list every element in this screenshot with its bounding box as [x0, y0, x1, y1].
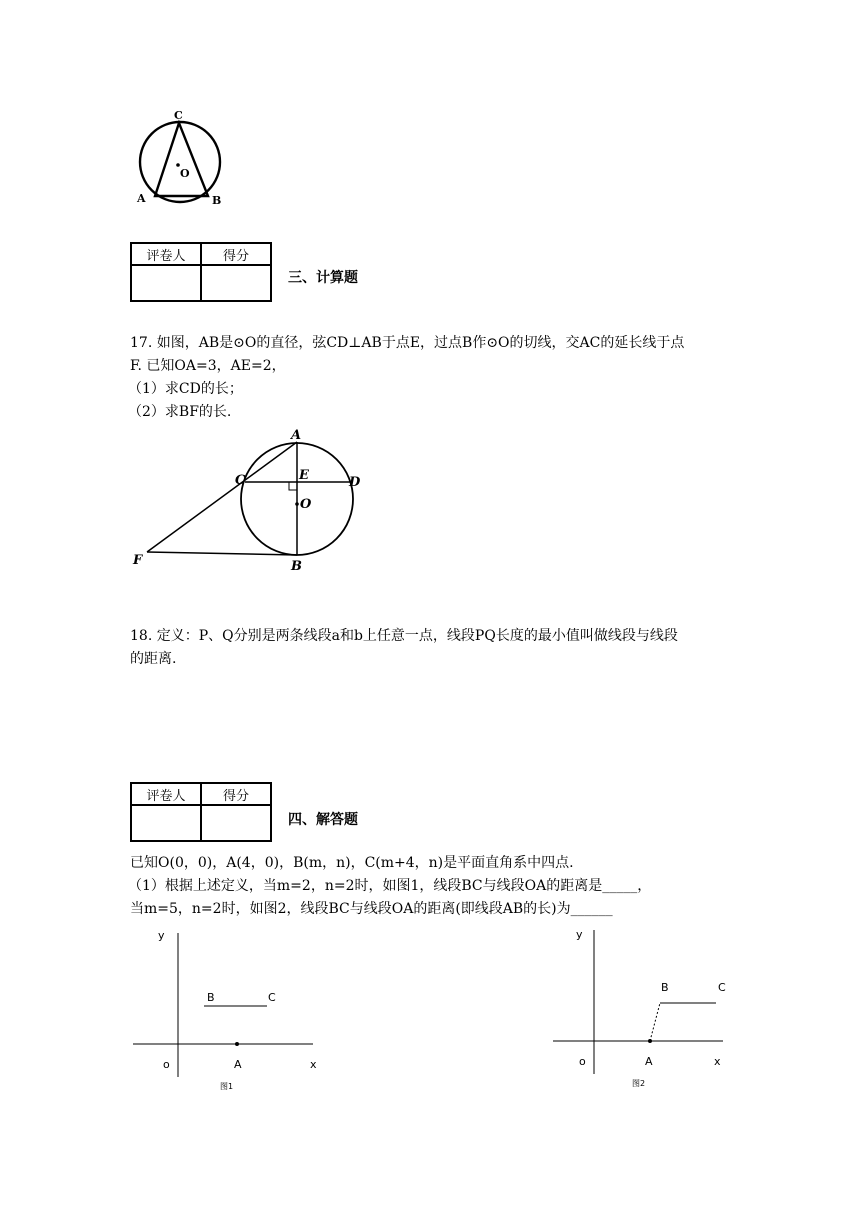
q18-cont-line-2: （1）根据上述定义，当m=2，n=2时，如图1，线段BC与线段OA的距离是_____，	[128, 878, 652, 894]
label-o: o	[163, 1058, 170, 1071]
label-b: B	[291, 559, 302, 573]
label-f: F	[133, 553, 143, 568]
score-table-score-header: 得分	[201, 783, 271, 805]
section-3-title: 三、计算题	[288, 270, 358, 286]
point-a	[648, 1039, 652, 1043]
triangle-abc	[155, 123, 208, 196]
label-b: B	[207, 991, 215, 1004]
q17-part-1: （1）求CD的长；	[128, 381, 243, 397]
tangent-bf	[147, 552, 297, 555]
label-c: C	[718, 981, 726, 994]
segment-ab	[650, 1003, 660, 1041]
figure-q17-circle-tangent	[125, 428, 370, 573]
label-x: x	[714, 1055, 721, 1068]
label-a: A	[234, 1058, 242, 1071]
score-table-grader-cell[interactable]	[131, 265, 201, 301]
label-b: B	[212, 194, 222, 207]
circle-o	[140, 122, 220, 202]
q18-line-2: 的距离.	[130, 651, 177, 667]
q18-cont-line-1: 已知O(0，0)，A(4，0)，B(m，n)，C(m+4，n)是平面直角系中四点.	[130, 855, 574, 871]
label-a: A	[291, 428, 302, 443]
line-af	[147, 442, 297, 552]
q17-line-2: F. 已知OA=3，AE=2，	[130, 358, 286, 374]
score-table-grader-header: 评卷人	[131, 783, 201, 805]
label-o: O	[180, 167, 190, 180]
score-table-grader-cell[interactable]	[131, 805, 201, 841]
caption-figure-1: 图1	[220, 1082, 234, 1091]
label-d: D	[349, 475, 361, 490]
score-table-score-cell[interactable]	[201, 265, 271, 301]
label-o: O	[300, 497, 312, 512]
q18-line-1: 18. 定义：P、Q分别是两条线段a和b上任意一点，线段PQ长度的最小值叫做线段与线段	[130, 628, 678, 644]
center-point	[295, 502, 299, 506]
figure-inscribed-triangle	[130, 105, 240, 210]
label-a: A	[137, 192, 146, 205]
label-y: y	[158, 929, 165, 942]
graph-figure-2	[550, 922, 740, 1092]
score-table-grader-header: 评卷人	[131, 243, 201, 265]
label-c: C	[174, 109, 183, 122]
label-c: C	[268, 991, 276, 1004]
label-c: C	[235, 473, 246, 488]
q18-cont-line-3: 当m=5，n=2时，如图2，线段BC与线段OA的距离(即线段AB的长)为______	[130, 901, 613, 917]
label-a: A	[645, 1055, 653, 1068]
point-a	[235, 1042, 239, 1046]
label-b: B	[661, 981, 669, 994]
section-4-title: 四、解答题	[288, 812, 358, 828]
right-angle-mark	[289, 482, 297, 490]
q17-part-2: （2）求BF的长.	[128, 404, 232, 420]
q17-line-1: 17. 如图，AB是⊙O的直径，弦CD⊥AB于点E，过点B作⊙O的切线，交AC的延长线于点	[130, 335, 685, 351]
label-x: x	[310, 1058, 317, 1071]
score-table-score-cell[interactable]	[201, 805, 271, 841]
graph-figure-1	[130, 925, 330, 1095]
label-y: y	[576, 928, 583, 941]
score-table-1	[130, 242, 272, 302]
score-table-2	[130, 782, 272, 842]
score-table-score-header: 得分	[201, 243, 271, 265]
label-e: E	[299, 468, 309, 483]
caption-figure-2: 图2	[632, 1079, 646, 1088]
label-o: o	[579, 1055, 586, 1068]
